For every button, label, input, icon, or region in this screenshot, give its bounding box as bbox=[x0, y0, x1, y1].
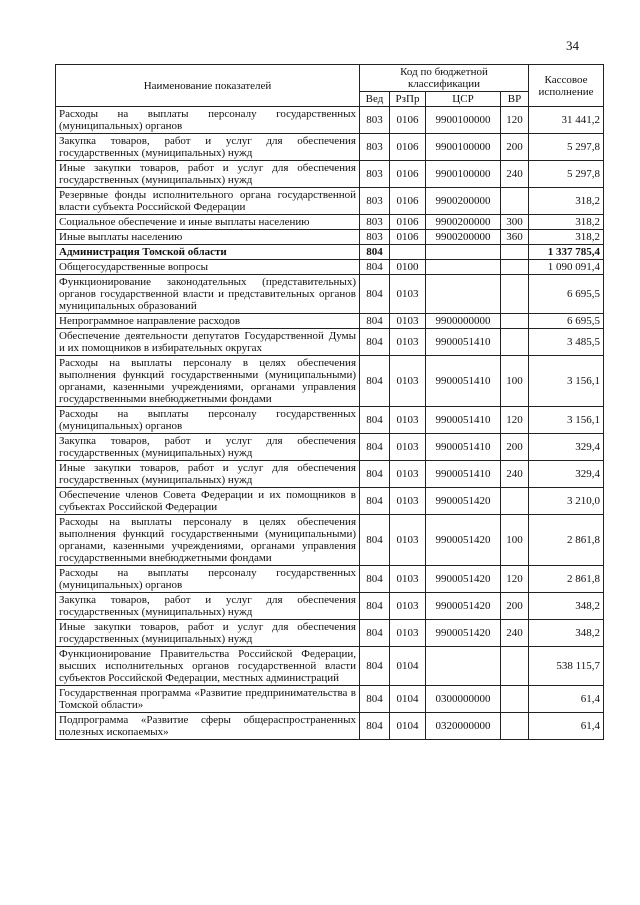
row-vr bbox=[501, 488, 529, 515]
row-ved: 804 bbox=[360, 713, 390, 740]
row-vr: 240 bbox=[501, 161, 529, 188]
row-name: Расходы на выплаты персоналу государственных (муниципальных) органов bbox=[56, 407, 360, 434]
row-name: Расходы на выплаты персоналу в целях обеспечения выполнения функций государственными (муниципальными) органами, казенными учреждениями, органами управления государственными внебюджетными фондами bbox=[56, 515, 360, 566]
row-sum: 329,4 bbox=[529, 434, 604, 461]
row-sum: 6 695,5 bbox=[529, 314, 604, 329]
row-name: Расходы на выплаты персоналу государственных (муниципальных) органов bbox=[56, 566, 360, 593]
row-ved: 803 bbox=[360, 215, 390, 230]
table-row bbox=[56, 161, 604, 188]
row-ved: 804 bbox=[360, 407, 390, 434]
table-row bbox=[56, 329, 604, 356]
row-sum: 61,4 bbox=[529, 686, 604, 713]
row-name: Закупка товаров, работ и услуг для обеспечения государственных (муниципальных) нужд bbox=[56, 434, 360, 461]
row-sum: 61,4 bbox=[529, 713, 604, 740]
row-rzpr: 0106 bbox=[390, 230, 426, 245]
row-name: Государственная программа «Развитие предпринимательства в Томской области» bbox=[56, 686, 360, 713]
row-rzpr: 0103 bbox=[390, 329, 426, 356]
row-sum: 538 115,7 bbox=[529, 647, 604, 686]
table-row bbox=[56, 407, 604, 434]
row-rzpr: 0100 bbox=[390, 260, 426, 275]
table-row bbox=[56, 620, 604, 647]
row-csr: 9900100000 bbox=[426, 107, 501, 134]
row-csr: 9900051420 bbox=[426, 620, 501, 647]
budget-table bbox=[55, 64, 604, 740]
row-rzpr: 0106 bbox=[390, 134, 426, 161]
row-rzpr: 0103 bbox=[390, 488, 426, 515]
row-csr: 9900051410 bbox=[426, 461, 501, 488]
row-ved: 804 bbox=[360, 329, 390, 356]
row-sum: 1 090 091,4 bbox=[529, 260, 604, 275]
row-csr: 0300000000 bbox=[426, 686, 501, 713]
row-sum: 318,2 bbox=[529, 215, 604, 230]
row-csr: 9900051410 bbox=[426, 434, 501, 461]
row-csr: 9900051410 bbox=[426, 407, 501, 434]
row-sum: 2 861,8 bbox=[529, 515, 604, 566]
row-name: Функционирование законодательных (представительных) органов государственной власти и представительных органов муниципальных образований bbox=[56, 275, 360, 314]
row-vr bbox=[501, 647, 529, 686]
row-csr bbox=[426, 275, 501, 314]
row-name: Администрация Томской области bbox=[56, 245, 360, 260]
row-csr: 9900051410 bbox=[426, 356, 501, 407]
header-csr: ЦСР bbox=[426, 92, 501, 107]
row-sum: 348,2 bbox=[529, 593, 604, 620]
row-ved: 803 bbox=[360, 161, 390, 188]
table-row bbox=[56, 356, 604, 407]
row-sum: 31 441,2 bbox=[529, 107, 604, 134]
row-csr bbox=[426, 260, 501, 275]
table-row bbox=[56, 647, 604, 686]
row-ved: 804 bbox=[360, 686, 390, 713]
row-ved: 804 bbox=[360, 620, 390, 647]
row-csr: 9900200000 bbox=[426, 188, 501, 215]
table-row bbox=[56, 275, 604, 314]
row-ved: 804 bbox=[360, 275, 390, 314]
row-sum: 2 861,8 bbox=[529, 566, 604, 593]
row-rzpr: 0106 bbox=[390, 161, 426, 188]
row-name: Общегосударственные вопросы bbox=[56, 260, 360, 275]
row-vr: 240 bbox=[501, 461, 529, 488]
row-ved: 804 bbox=[360, 515, 390, 566]
header-ved: Вед bbox=[360, 92, 390, 107]
row-ved: 804 bbox=[360, 245, 390, 260]
row-csr: 9900051420 bbox=[426, 593, 501, 620]
row-csr: 9900200000 bbox=[426, 215, 501, 230]
row-vr bbox=[501, 713, 529, 740]
row-rzpr: 0104 bbox=[390, 713, 426, 740]
row-rzpr: 0103 bbox=[390, 593, 426, 620]
table-row bbox=[56, 260, 604, 275]
table-header bbox=[56, 65, 604, 107]
row-vr: 120 bbox=[501, 566, 529, 593]
row-ved: 804 bbox=[360, 488, 390, 515]
table-row bbox=[56, 245, 604, 260]
row-ved: 804 bbox=[360, 260, 390, 275]
row-vr: 240 bbox=[501, 620, 529, 647]
row-name: Закупка товаров, работ и услуг для обеспечения государственных (муниципальных) нужд bbox=[56, 134, 360, 161]
row-sum: 6 695,5 bbox=[529, 275, 604, 314]
row-name: Непрограммное направление расходов bbox=[56, 314, 360, 329]
row-csr bbox=[426, 245, 501, 260]
header-vr: ВР bbox=[501, 92, 529, 107]
table-row bbox=[56, 230, 604, 245]
table-row bbox=[56, 515, 604, 566]
row-csr: 9900051420 bbox=[426, 488, 501, 515]
row-ved: 804 bbox=[360, 461, 390, 488]
row-csr: 9900200000 bbox=[426, 230, 501, 245]
row-rzpr: 0106 bbox=[390, 107, 426, 134]
row-name: Иные закупки товаров, работ и услуг для обеспечения государственных (муниципальных) нужд bbox=[56, 161, 360, 188]
row-name: Расходы на выплаты персоналу государственных (муниципальных) органов bbox=[56, 107, 360, 134]
row-vr bbox=[501, 275, 529, 314]
row-sum: 3 210,0 bbox=[529, 488, 604, 515]
header-name: Наименование показателей bbox=[56, 65, 360, 107]
row-csr: 9900051410 bbox=[426, 329, 501, 356]
row-rzpr: 0103 bbox=[390, 620, 426, 647]
table-row bbox=[56, 461, 604, 488]
row-vr: 100 bbox=[501, 515, 529, 566]
header-sum: Кассовое исполнение bbox=[529, 65, 604, 107]
row-csr: 9900051420 bbox=[426, 566, 501, 593]
row-rzpr: 0103 bbox=[390, 407, 426, 434]
row-name: Резервные фонды исполнительного органа государственной власти субъекта Российской Федерации bbox=[56, 188, 360, 215]
row-ved: 803 bbox=[360, 107, 390, 134]
row-name: Иные закупки товаров, работ и услуг для обеспечения государственных (муниципальных) нужд bbox=[56, 461, 360, 488]
row-vr bbox=[501, 188, 529, 215]
row-ved: 804 bbox=[360, 314, 390, 329]
row-vr: 200 bbox=[501, 134, 529, 161]
row-rzpr: 0104 bbox=[390, 686, 426, 713]
row-vr: 120 bbox=[501, 407, 529, 434]
row-vr bbox=[501, 329, 529, 356]
header-rzpr: РзПр bbox=[390, 92, 426, 107]
row-vr: 200 bbox=[501, 434, 529, 461]
row-ved: 804 bbox=[360, 434, 390, 461]
row-ved: 803 bbox=[360, 230, 390, 245]
row-ved: 803 bbox=[360, 188, 390, 215]
row-csr: 9900100000 bbox=[426, 134, 501, 161]
table-row bbox=[56, 215, 604, 230]
row-csr: 9900100000 bbox=[426, 161, 501, 188]
row-sum: 5 297,8 bbox=[529, 134, 604, 161]
row-sum: 1 337 785,4 bbox=[529, 245, 604, 260]
row-csr bbox=[426, 647, 501, 686]
row-rzpr: 0103 bbox=[390, 356, 426, 407]
row-vr: 200 bbox=[501, 593, 529, 620]
row-vr: 100 bbox=[501, 356, 529, 407]
header-code-group: Код по бюджетной классификации bbox=[360, 65, 529, 92]
row-rzpr: 0103 bbox=[390, 461, 426, 488]
table-row bbox=[56, 107, 604, 134]
row-vr: 360 bbox=[501, 230, 529, 245]
row-ved: 803 bbox=[360, 134, 390, 161]
row-rzpr bbox=[390, 245, 426, 260]
row-name: Закупка товаров, работ и услуг для обеспечения государственных (муниципальных) нужд bbox=[56, 593, 360, 620]
row-rzpr: 0103 bbox=[390, 566, 426, 593]
row-csr: 9900000000 bbox=[426, 314, 501, 329]
row-sum: 348,2 bbox=[529, 620, 604, 647]
row-sum: 3 156,1 bbox=[529, 407, 604, 434]
row-ved: 804 bbox=[360, 593, 390, 620]
row-sum: 5 297,8 bbox=[529, 161, 604, 188]
row-ved: 804 bbox=[360, 566, 390, 593]
row-rzpr: 0104 bbox=[390, 647, 426, 686]
table-row bbox=[56, 713, 604, 740]
table-row bbox=[56, 566, 604, 593]
row-name: Расходы на выплаты персоналу в целях обеспечения выполнения функций государственными (муниципальными) органами, казенными учреждениями, органами управления государственными внебюджетными фондами bbox=[56, 356, 360, 407]
row-vr bbox=[501, 686, 529, 713]
row-name: Иные закупки товаров, работ и услуг для обеспечения государственных (муниципальных) нужд bbox=[56, 620, 360, 647]
page-number: 34 bbox=[566, 38, 579, 53]
table-row bbox=[56, 134, 604, 161]
table-row bbox=[56, 188, 604, 215]
row-name: Иные выплаты населению bbox=[56, 230, 360, 245]
table-row bbox=[56, 593, 604, 620]
row-name: Подпрограмма «Развитие сферы общераспространенных полезных ископаемых» bbox=[56, 713, 360, 740]
row-csr: 9900051420 bbox=[426, 515, 501, 566]
row-rzpr: 0103 bbox=[390, 275, 426, 314]
row-rzpr: 0103 bbox=[390, 434, 426, 461]
table-body bbox=[56, 107, 604, 740]
row-rzpr: 0103 bbox=[390, 515, 426, 566]
row-name: Обеспечение членов Совета Федерации и их помощников в субъектах Российской Федерации bbox=[56, 488, 360, 515]
row-ved: 804 bbox=[360, 356, 390, 407]
row-sum: 3 485,5 bbox=[529, 329, 604, 356]
row-name: Обеспечение деятельности депутатов Государственной Думы и их помощников в избирательных округах bbox=[56, 329, 360, 356]
table-row bbox=[56, 488, 604, 515]
table-row bbox=[56, 434, 604, 461]
row-vr bbox=[501, 314, 529, 329]
table-row bbox=[56, 314, 604, 329]
row-name: Функционирование Правительства Российской Федерации, высших исполнительных органов государственной власти субъектов Российской Федерации, местных администраций bbox=[56, 647, 360, 686]
row-rzpr: 0106 bbox=[390, 215, 426, 230]
row-name: Социальное обеспечение и иные выплаты населению bbox=[56, 215, 360, 230]
row-csr: 0320000000 bbox=[426, 713, 501, 740]
row-sum: 318,2 bbox=[529, 188, 604, 215]
row-rzpr: 0106 bbox=[390, 188, 426, 215]
row-sum: 3 156,1 bbox=[529, 356, 604, 407]
row-vr: 120 bbox=[501, 107, 529, 134]
row-vr: 300 bbox=[501, 215, 529, 230]
row-rzpr: 0103 bbox=[390, 314, 426, 329]
row-ved: 804 bbox=[360, 647, 390, 686]
row-vr bbox=[501, 260, 529, 275]
row-sum: 329,4 bbox=[529, 461, 604, 488]
row-sum: 318,2 bbox=[529, 230, 604, 245]
table-row bbox=[56, 686, 604, 713]
row-vr bbox=[501, 245, 529, 260]
